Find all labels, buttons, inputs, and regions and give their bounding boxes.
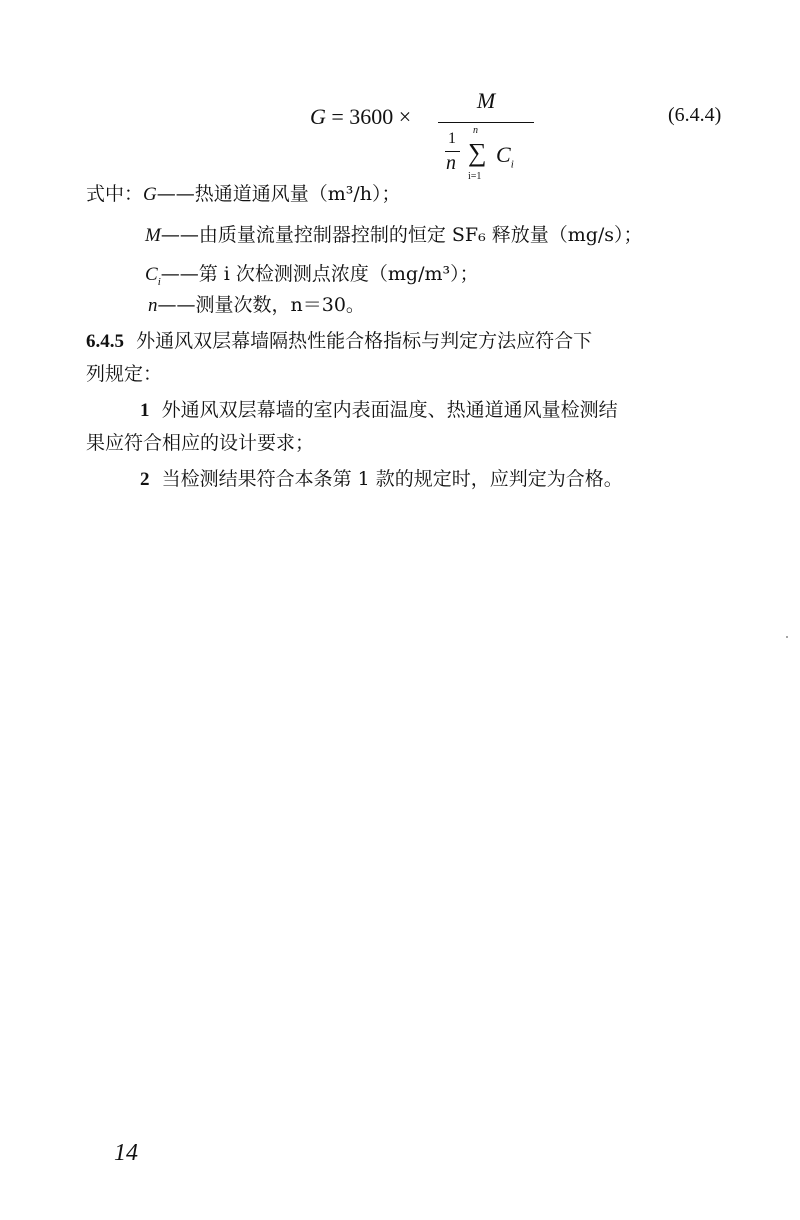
clause-number: 6.4.5 [86, 331, 124, 352]
formula-6-4-4 [310, 88, 730, 188]
definition-g [86, 182, 401, 207]
formula-lhs [310, 104, 411, 130]
item-spacer [150, 468, 162, 490]
formula-denominator [438, 124, 534, 188]
formula-fraction [438, 88, 534, 188]
definition-text: ——由质量流量控制器控制的恒定 SF₆ 释放量（mg/s）； [160, 224, 643, 246]
clause-6-4-5-line1 [86, 329, 592, 354]
definition-symbol: n [148, 295, 158, 316]
definition-text: ——测量次数，n＝30。 [157, 294, 365, 316]
sum-upper-limit: n [473, 125, 478, 136]
fraction-bar [438, 122, 534, 123]
formula-number: (6.4.4) [668, 104, 722, 126]
den-n: n [446, 152, 456, 174]
den-one: 1 [448, 130, 456, 147]
clause-text-line2: 列规定： [86, 363, 163, 385]
definition-symbol: M [145, 225, 161, 246]
item-text: 果应符合相应的设计要求； [86, 432, 315, 454]
den-c-subscript: i [510, 158, 514, 171]
definition-subscript: i [157, 275, 161, 288]
sum-symbol: ∑ [468, 138, 487, 167]
item-text: 当检测结果符合本条第 1 款的规定时，应判定为合格。 [161, 468, 623, 490]
formula-lhs-rest: = 3600 × [325, 104, 412, 129]
den-c [496, 142, 514, 170]
clause-item-1-line1 [140, 398, 618, 423]
definition-ci [145, 262, 479, 294]
clause-item-1-line2 [86, 431, 314, 455]
definition-text: ——热通道通风量（m³/h）； [156, 183, 401, 205]
item-number: 2 [140, 469, 150, 490]
definitions-intro: 式中： [86, 183, 144, 205]
definition-n [148, 293, 365, 318]
definition-symbol: C [145, 264, 158, 285]
item-number: 1 [140, 400, 150, 421]
definition-text: ——第 i 次检测测点浓度（mg/m³）； [160, 263, 479, 285]
formula-numerator: M [476, 88, 496, 113]
clause-item-2-line1 [140, 467, 623, 492]
item-text: 外通风双层幕墙的室内表面温度、热通道通风量检测结 [161, 399, 618, 421]
formula-var-g: G [310, 104, 326, 129]
clause-spacer [124, 330, 136, 352]
definition-symbol: G [143, 184, 157, 205]
scan-speck [786, 636, 788, 638]
clause-text-line1: 外通风双层幕墙隔热性能合格指标与判定方法应符合下 [136, 330, 593, 352]
den-c-letter: C [496, 142, 511, 167]
sum-lower-limit: i=1 [468, 171, 482, 182]
item-spacer [150, 399, 162, 421]
definition-m [145, 223, 643, 248]
clause-6-4-5-line2 [86, 362, 162, 386]
page-number: 14 [114, 1140, 138, 1166]
